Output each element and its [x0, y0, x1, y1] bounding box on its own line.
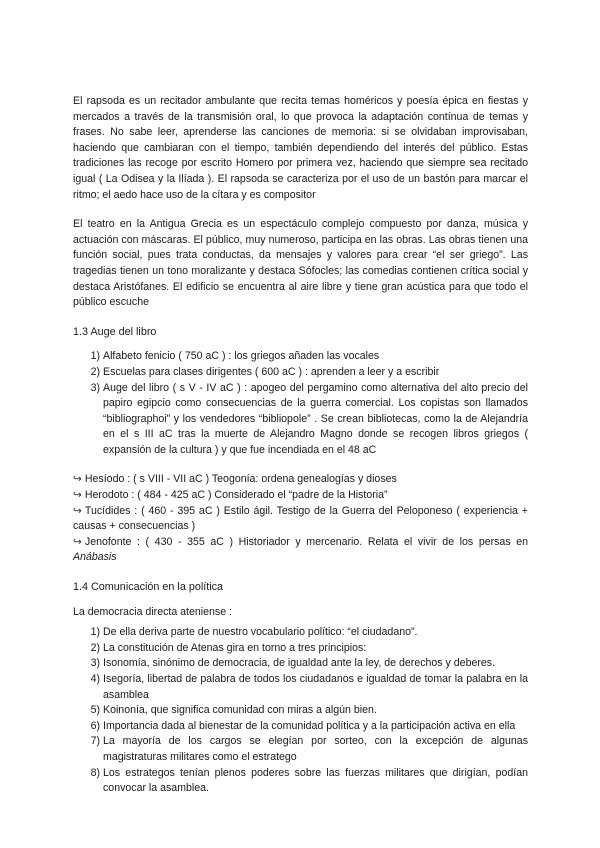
list-number: 6 ): [90, 719, 100, 735]
auge-libro-list: [73, 349, 528, 458]
list-item: [73, 719, 528, 735]
democracy-intro: La democracia directa ateniense :: [73, 605, 232, 618]
list-item: [73, 656, 528, 672]
arrow-icon: ↪: [73, 489, 82, 502]
list-item-text: Isegoría, libertad de palabra de todos los ciudadanos e igualdad de tomar la palabra en la asamblea: [103, 673, 528, 701]
author-text: Herodoto : ( 484 - 425 aC ) Considerado el “padre de la Historia”: [84, 489, 388, 502]
list-number: 4 ): [90, 672, 100, 688]
list-item: [73, 766, 528, 797]
paragraph-rapsoda: El rapsoda es un recitador ambulante que recita temas homéricos y poesía épica en fiestas y mercados a través de la transmisión oral, lo que provoca la adaptación contínua de temas y frases. No sabe leer, aprenderse las canciones de memoria: si se olvidaban improvisaban, haciendo que cambiaran con el tiempo, también dependiendo del interés del público. Estas tradiciones las recoge por escrito Homero por primera vez, haciendo que siempre sea recitado igual ( La Odisea y la Ilíada ). El rapsoda se caracteriza por el uso de un bastón para marcar el ritmo; el aedo hace uso de la cítara y es compositor: [73, 95, 528, 201]
list-item: [73, 381, 528, 459]
list-item-text: Koinonía, que significa comunidad con miras a algún bien.: [103, 704, 377, 717]
list-item: [73, 703, 528, 719]
author-text: Hesíodo : ( s VIII - VII aC ) Teogonía: ordena genealogías y dioses: [84, 473, 397, 486]
list-number: 7 ): [90, 734, 100, 750]
section-title-comunicacion-politica: 1.4 Comunicación en la política: [73, 581, 224, 594]
list-item-text: Alfabeto fenicio ( 750 aC ) : los griegos añaden las vocales: [103, 350, 380, 363]
list-item: [73, 641, 528, 657]
list-item: [73, 625, 528, 641]
book-title-anabasis: Anábasis: [73, 551, 117, 564]
list-item-text: La constitución de Atenas gira en torno a tres principios:: [103, 641, 367, 654]
list-item: [73, 365, 528, 381]
list-number: 3 ): [90, 656, 100, 672]
list-item: [73, 734, 528, 765]
democracia-list: [73, 625, 528, 797]
list-number: 2 ): [90, 641, 100, 657]
list-item-text: Auge del libro ( s V - IV aC ) : apogeo del pergamino como alternativa del alto precio del papiro egipcio como consecuencias de la guerra comercial. Los copistas son llamados “bibliographoi” y los vendedores “bibliopole” . Se crean bibliotecas, como la de Alejandría en el s III aC tras la muerte de Alejandro Magno donde se recogen libros griegos ( expansión de la cultura ) y que fue incendiada en el 48 aC: [103, 381, 528, 456]
arrow-icon: ↪: [73, 473, 82, 486]
list-number: 2 ): [90, 365, 100, 381]
list-number: 8 ): [90, 766, 100, 782]
list-item-text: Isonomía, sinónimo de democracia, de igualdad ante la ley, de derechos y deberes.: [103, 657, 496, 670]
author-text: Tucídides : ( 460 - 395 aC ) Estilo ágil. Testigo de la Guerra del Peloponeso ( experiencia + causas + consecuencias ): [73, 504, 528, 533]
section-title-auge-libro: 1.3 Auge del libro: [73, 325, 157, 338]
page-content: [73, 94, 528, 811]
paragraph-teatro: El teatro en la Antigua Grecia es un espectáculo complejo compuesto por danza, música y actuación con máscaras. El público, muy numeroso, participa en las obras. Las obras tienen una función social, pues trata conductas, da mensajes y valores para crear “el ser griego”. Las tragedias tienen un tono moralizante y destaca Sófocles; las comedias contienen crítica social y destaca Aristófanes. El edificio se encuentra al aire libre y tiene gran acústica para que todo el público escuche: [73, 218, 528, 309]
list-number: 1 ): [90, 625, 100, 641]
list-item-text: Escuelas para clases dirigentes ( 600 aC ) : aprenden a leer y a escribir: [103, 365, 440, 378]
list-item: [73, 349, 528, 365]
arrow-icon: ↪: [73, 504, 82, 517]
author-item: [73, 472, 528, 488]
list-item-text: La mayoría de los cargos se elegían por sorteo, con la excepción de algunas magistraturas militares como el estratego: [103, 735, 528, 763]
list-item-text: De ella deriva parte de nuestro vocabulario político: “el ciudadano”.: [103, 626, 418, 639]
list-number: 3 ): [90, 381, 100, 397]
list-item-text: Importancia dada al bienestar de la comunidad política y a la participación activa en ella: [103, 719, 516, 732]
list-item: [73, 672, 528, 703]
list-number: 1 ): [90, 349, 100, 365]
author-item: [73, 504, 528, 535]
author-item: [73, 488, 528, 504]
authors-list: [73, 472, 528, 566]
author-item: [73, 535, 528, 566]
list-number: 5 ): [90, 703, 100, 719]
author-text: Jenofonte : ( 430 - 355 aC ) Historiador y mercenario. Relata el vivir de los persas en: [84, 535, 528, 548]
list-item-text: Los estrategos tenían plenos poderes sobre las fuerzas militares que dirigían, podían convocar la asamblea.: [103, 766, 528, 795]
arrow-icon: ↪: [73, 535, 82, 548]
